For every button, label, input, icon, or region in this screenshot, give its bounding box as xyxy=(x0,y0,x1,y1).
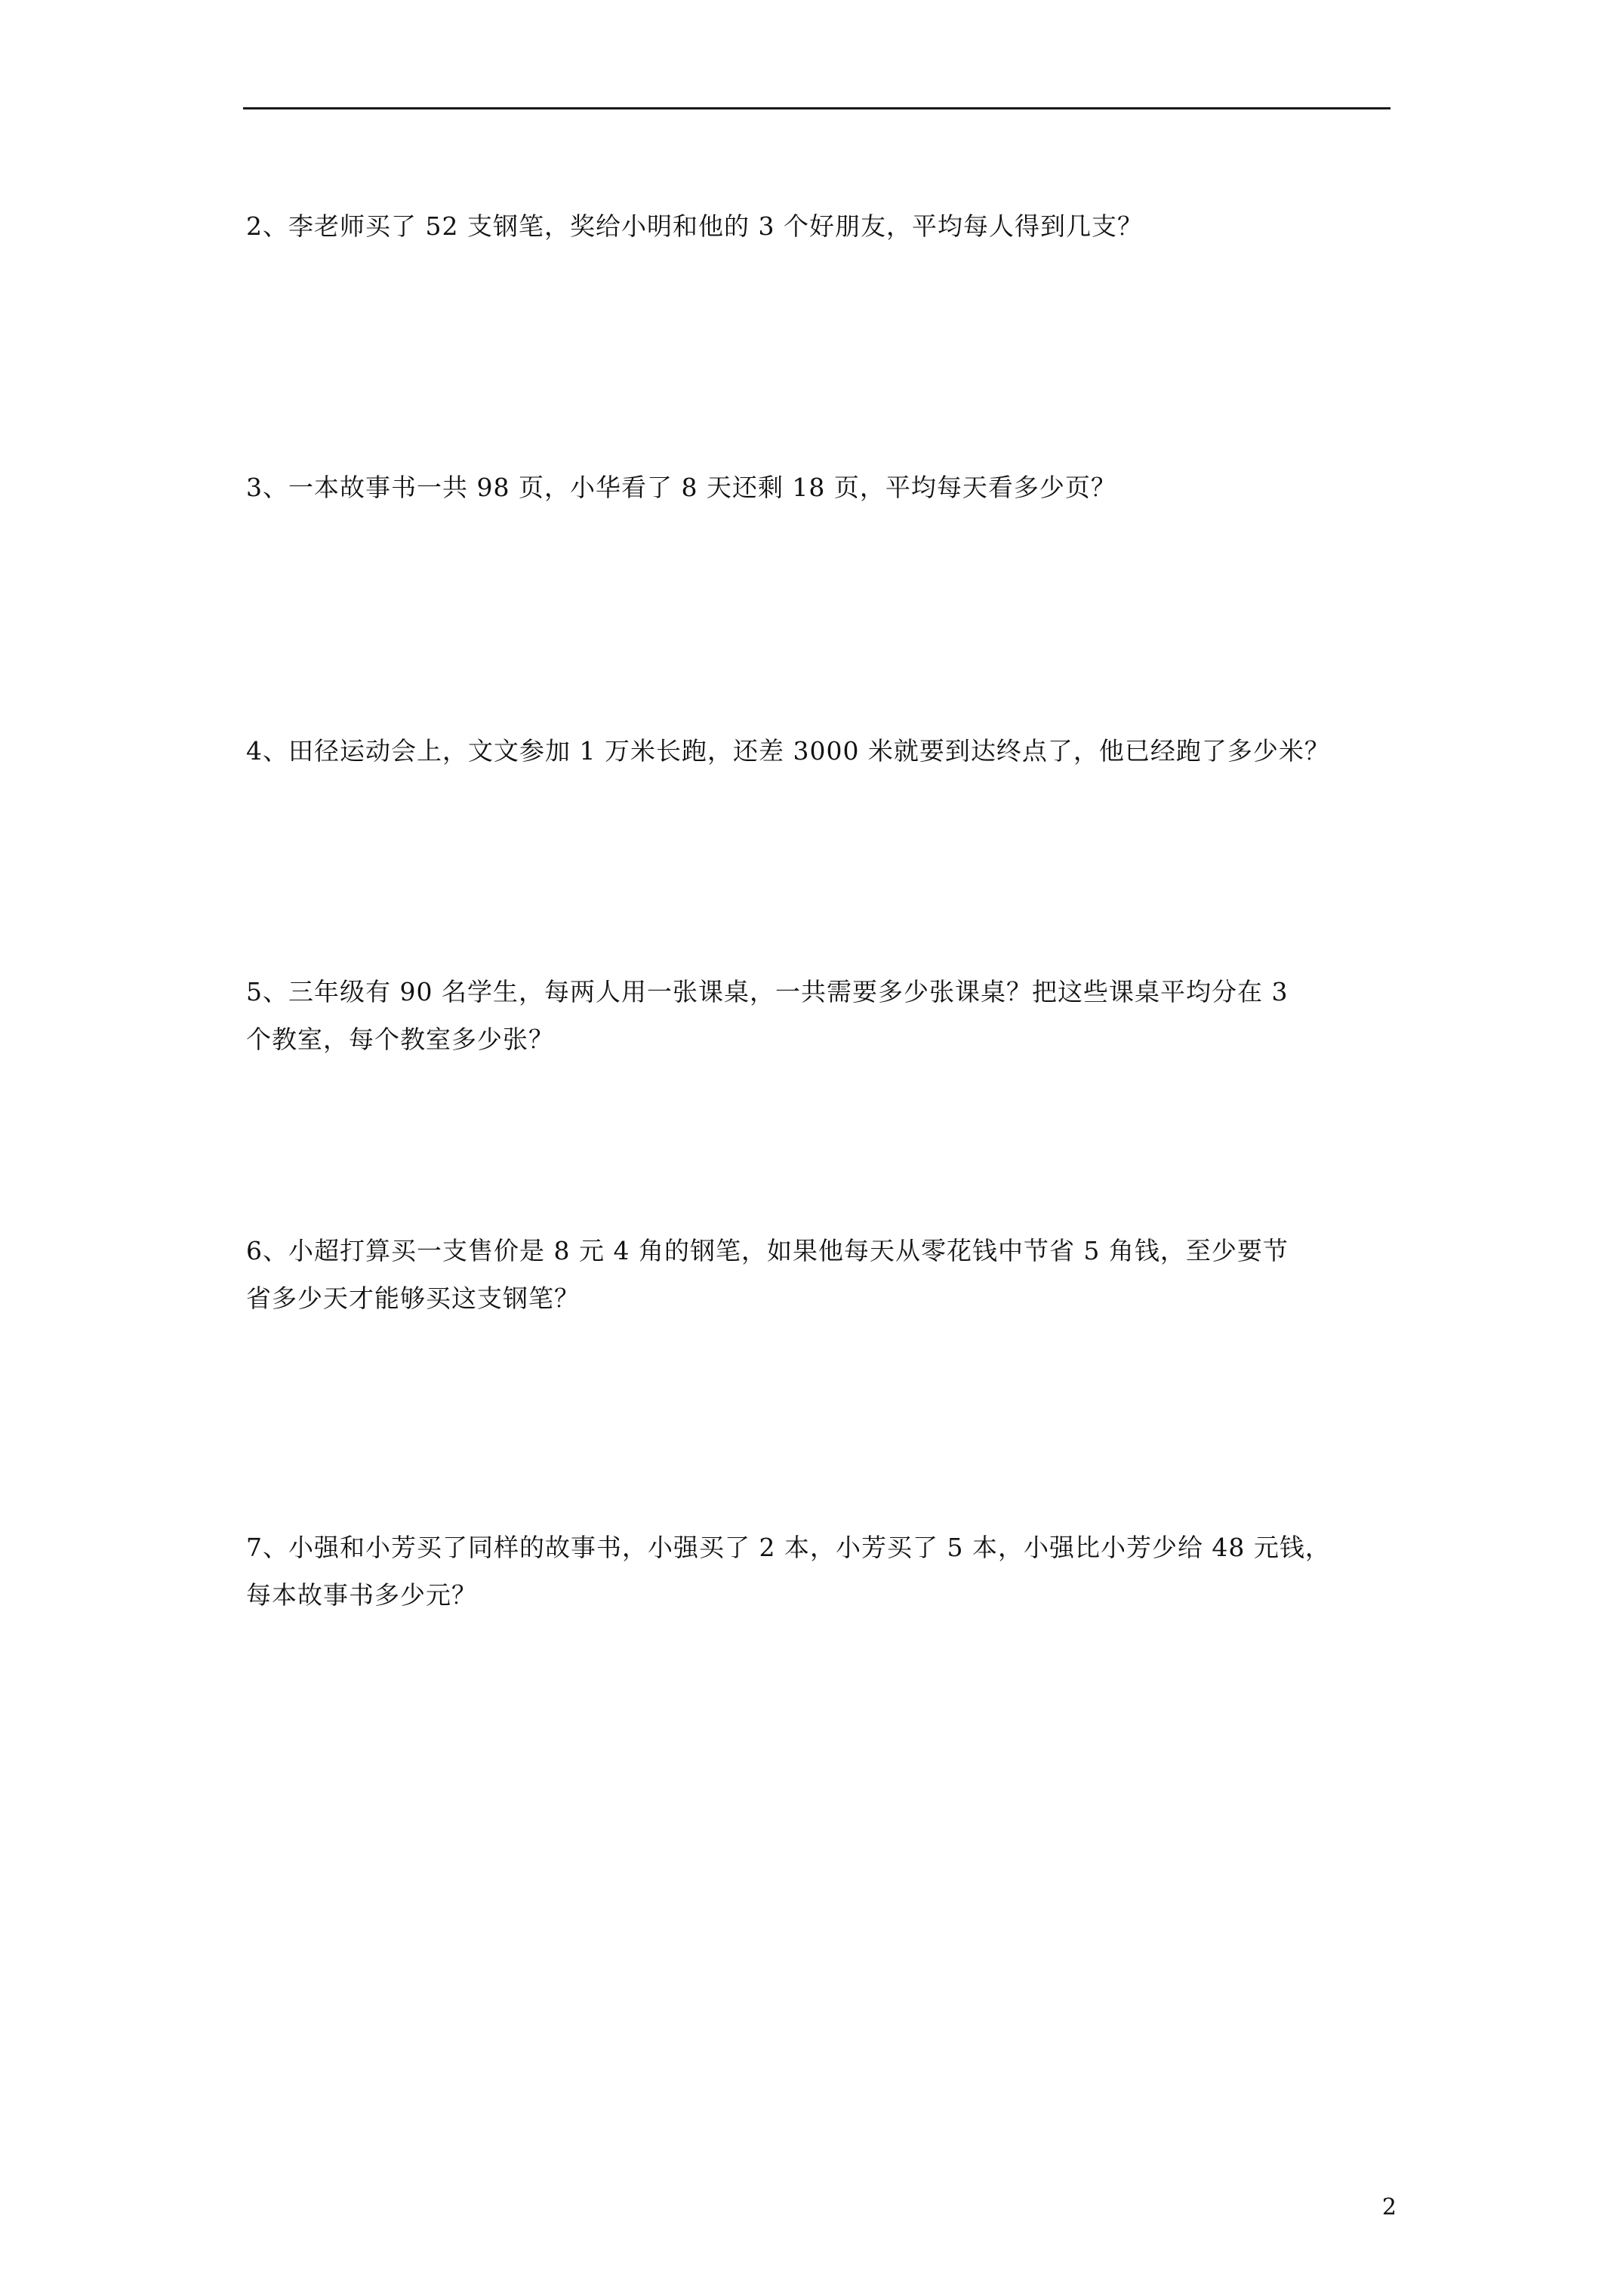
question-4-line-1: 4、田径运动会上，文文参加 1 万米长跑，还差 3000 米就要到达终点了，他已经跑了多少米？ xyxy=(246,736,1330,766)
question-6-line-1: 6、小超打算买一支售价是 8 元 4 角的钢笔，如果他每天从零花钱中节省 5 角钱，至少要节 xyxy=(246,1236,1289,1265)
question-6-line-2: 省多少天才能够买这支钢笔？ xyxy=(246,1284,580,1313)
page-number: 2 xyxy=(1381,2194,1397,2220)
question-7-line-1: 7、小强和小芳买了同样的故事书，小强买了 2 本，小芳买了 5 本，小强比小芳少给 48 元钱， xyxy=(246,1533,1331,1562)
question-6 xyxy=(246,1227,1394,1322)
question-7-line-2: 每本故事书多少元？ xyxy=(246,1580,477,1610)
header-rule xyxy=(243,107,1390,109)
question-3-line-1: 3、一本故事书一共 98 页，小华看了 8 天还剩 18 页，平均每天看多少页？ xyxy=(246,473,1116,502)
question-7 xyxy=(246,1524,1394,1619)
question-5-line-1: 5、三年级有 90 名学生，每两人用一张课桌，一共需要多少张课桌？把这些课桌平均分在 3 xyxy=(246,977,1289,1006)
question-4 xyxy=(246,727,1394,775)
question-5-line-2: 个教室，每个教室多少张？ xyxy=(246,1025,554,1054)
question-2 xyxy=(246,202,1394,250)
question-5 xyxy=(246,968,1394,1063)
question-3 xyxy=(246,464,1394,511)
question-2-line-1: 2、李老师买了 52 支钢笔，奖给小明和他的 3 个好朋友，平均每人得到几支？ xyxy=(246,211,1143,241)
